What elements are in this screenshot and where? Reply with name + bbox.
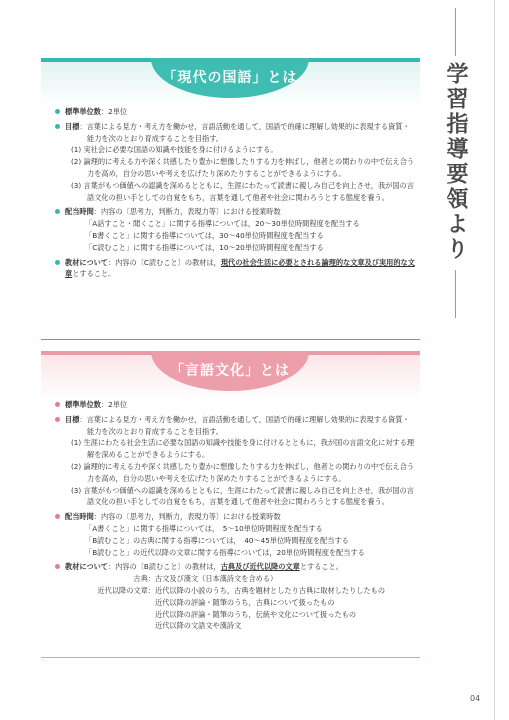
materials-emphasis: 現代の社会生活に必要とされる論理的な文章及び実用的な文章 [65,257,415,279]
units-key: 標準単位数 [65,400,101,409]
section-title: 「現代の国語」とは [162,70,298,86]
materials-item [55,257,415,281]
kindai-row-3 [65,609,415,621]
bullet-icon [55,124,60,129]
hours-line-1: 「A書くこと」に関する指導については， 5～10単位時間程度を配当する [85,523,323,533]
page-edge-rule [494,0,495,720]
kindai-line-1: 近代以降の小説のうち，古典を題材としたり古典に取材したりしたもの [155,585,386,595]
section-body [55,399,415,635]
section-bottom-rule [41,657,420,658]
bullet-icon [55,260,60,265]
materials-item [55,561,415,632]
materials-key: 教材について [65,562,108,572]
side-title: 学習指導要領より [443,62,469,262]
bullet-icon [55,402,60,407]
page-number: 04 [470,694,481,703]
goal-3: (3) 言葉がもつ価値への認識を深めるとともに，生涯にわたって読書に親しみ自己を向上させ，我が国の言語文化の担い手としての自覚をもち，言葉を通して他者や社会に関わろうとする態度を養う。 [71,485,414,507]
kindai-row-4 [65,620,415,632]
kindai-row [65,585,415,597]
goal-text: ：言葉による見方・考え方を働かせ，言語活動を通して，国語で的確に理解し効果的に表現する資質・能力を次のとおり育成することを目指す。 [79,121,410,143]
section-bottom-rule [41,339,420,340]
kindai-line-2: 近代以降の評論・随筆のうち，古典について扱ったもの [155,597,335,607]
units-item [55,106,415,118]
goal-key: 目標 [65,121,80,131]
bullet-icon [55,209,60,214]
section-gengo-bunka [41,351,420,658]
hours-item [55,206,415,253]
materials-text: ：内容の〔C読むこと〕の教材は， [107,257,221,267]
section-title-tab [151,351,309,391]
goal-text: ：言葉による見方・考え方を働かせ，言語活動を通して，国語で的確に理解し効果的に表現する資質・能力を次のとおり育成することを目指す。 [79,414,410,436]
kindai-row-2 [65,597,415,609]
materials-end: とすること。 [299,562,343,572]
goal-2: (2) 論理的に考える力や深く共感したり豊かに想像したりする力を伸ばし，他者との関わりの中で伝え合う力を高め，自分の思いや考えを広げたり深めたりすることができるようにする。 [71,157,415,178]
section-title: 「言語文化」とは [170,363,290,379]
kobun-row [65,573,415,585]
section-title-tab [151,58,309,98]
units-key: 標準単位数 [65,107,101,116]
materials-text: ：内容の〔B読むこと〕の教材は， [107,562,221,572]
materials-emphasis: 古典及び近代以降の文章 [220,562,300,572]
goal-2: (2) 論理的に考える力や深く共感したり豊かに想像したりする力を伸ばし，他者との関わりの中で伝え合う力を高め，自分の思いや考えを広げたり深めたりすることができるようにする。 [71,461,415,483]
section-body [55,106,415,283]
hours-line-3: 「C読むこと」に関する指導については，10～20単位時間程度を配当する [85,242,324,252]
goal-item [55,414,415,508]
hours-line-2: 「B読むこと」の古典に関する指導については， 40～45単位時間程度を配当する [85,535,349,545]
goal-1: (1) 実社会に必要な国語の知識や技能を身に付けるようにする。 [71,145,278,155]
goal-1: (1) 生涯にわたる社会生活に必要な国語の知識や技能を身に付けるとともに，我が国の言語文化に対する理解を深めることができるようにする。 [71,438,415,460]
hours-item [55,511,415,558]
kindai-label: 近代以降の文章： [97,585,155,595]
hours-key: 配当時間 [65,207,94,217]
side-title-rule-top [455,8,456,56]
units-value: ：2単位 [100,400,128,409]
materials-key: 教材について [65,257,108,267]
kindai-line-4: 近代以降の文語文や漢詩文 [155,621,242,631]
hours-key: 配当時間 [65,512,94,522]
bullet-icon [55,109,60,114]
materials-end: とすること。 [72,269,116,279]
goal-key: 目標 [65,414,80,424]
kobun-label: 古典： [133,574,155,584]
section-gendai-no-kokugo [41,58,420,340]
hours-line-1: 「A話すこと・聞くこと」に関する指導については，20～30単位時間程度を配当する [85,219,360,229]
kindai-line-3: 近代以降の評論・随筆のうち，伝統や文化について扱ったもの [155,609,357,619]
hours-line-3: 「B読むこと」の近代以降の文章に関する指導については，20単位時間程度を配当する [85,547,365,557]
hours-line-2: 「B書くこと」に関する指導については，30～40単位時間程度を配当する [85,230,324,240]
hours-text: ：内容の〔思考力，判断力，表現力等〕における授業時数 [93,512,281,522]
goal-3: (3) 言葉がもつ価値への認識を深めるとともに，生涯にわたって読書に親しみ自己を向上させ，我が国の言語文化の担い手としての自覚をもち，言葉を通して他者や社会に関わろうとする態度を養う。 [71,180,414,202]
goal-item [55,121,415,204]
hours-text: ：内容の〔思考力，判断力，表現力等〕における授業時数 [93,207,281,217]
side-title-rule-bottom [455,270,456,318]
bullet-icon [55,417,60,422]
bullet-icon [55,514,60,519]
units-item [55,399,415,411]
bullet-icon [55,564,60,569]
kobun-value: 古文及び漢文（日本漢詩文を含める） [155,574,278,584]
units-value: ：2単位 [100,107,128,116]
